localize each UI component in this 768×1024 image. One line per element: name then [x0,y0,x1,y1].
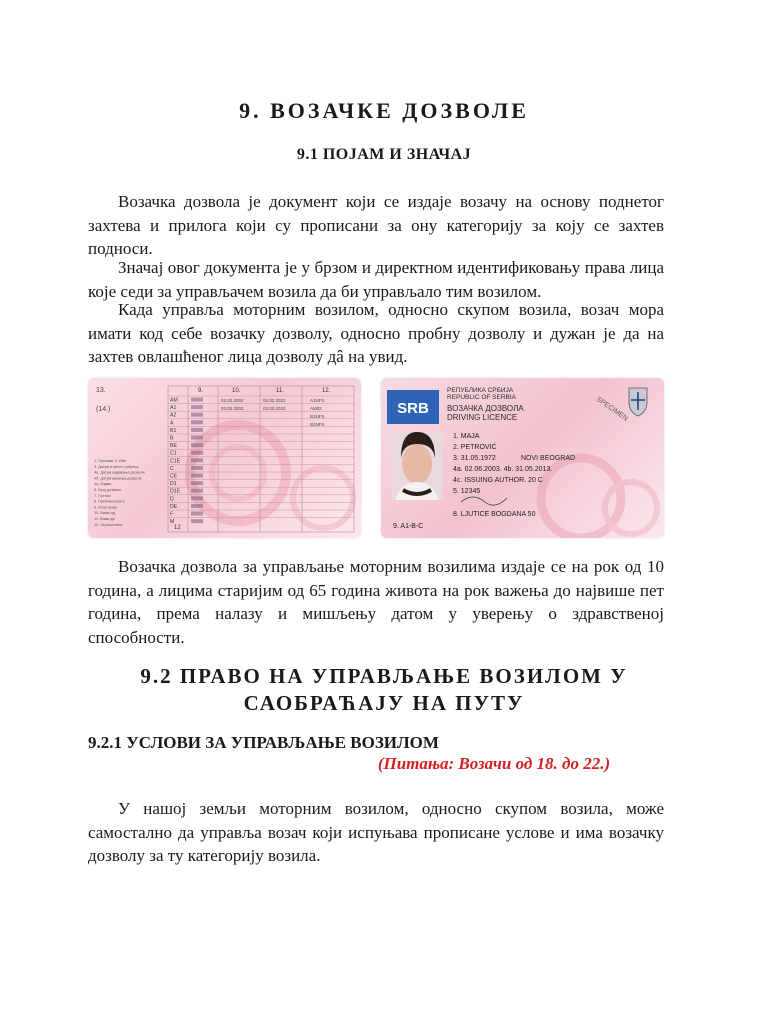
paragraph-obligation: Када управља моторним возилом, односно скупом возила, возач мора имати код себе возачку дозволу, односно пробну дозволу и дужан је да на захтев овлашћеног лица дозволу дâ на увид. [88,300,664,366]
code-4: B1NFS [310,422,325,427]
specimen-watermark: SPECIMEN [594,395,629,423]
issuer-latin: REPUBLIC OF SERBIA [447,394,516,401]
col-header-9: 9. [198,388,204,394]
subsection-heading-9-2-1: 9.2.1 УСЛОВИ ЗА УПРАВЉАЊЕ ВОЗИЛОМ [88,733,439,752]
category-f: F [170,511,174,518]
category-am: AM [170,397,178,404]
code-3: B1NFS [310,414,325,419]
legend-line: 3. Датум и место рођења [94,464,139,469]
doc-title-cyrillic: ВОЗАЧКА ДОЗВОЛА [447,404,524,413]
field-birth-place: NOVI BEOGRAD [521,455,576,462]
category-de: DE [170,503,178,510]
field-legend [94,459,145,527]
category-stamp [191,474,203,478]
holder-photo [391,432,443,500]
category-c1e: C1E [170,458,181,465]
category-b: B [170,435,174,442]
legend-line: 8. Пребивалиште [94,499,125,504]
category-stamp [191,458,203,462]
doc-title-latin: DRIVING LICENCE [447,413,518,422]
date-b2: 02.02.2022 [263,406,286,411]
category-d1e: D1E [170,488,181,495]
field-first-name: 1. МАЈА [453,433,480,440]
paragraph-definition: Возачка дозвола је документ који се издаје возачу на основу поднетог захтева и прилога који су прописани за ону категорију за коју се захтев подноси. [88,192,664,258]
code-1: A1NFS [310,398,325,403]
issuer-cyrillic: РЕПУБЛИКА СРБИЈА [447,387,514,394]
row-12-label: 12 [174,525,181,531]
guilloche-pattern [190,425,353,528]
legend-line: 4б. Датум важења дозволе [94,476,142,481]
paragraph-driving-conditions: У нашој земљи моторним возилом, односно скупом возила, може самостално да управља возач који испуњава прописане услове и има возачку дозволу за ту категорију возила. [88,799,664,865]
code-2: AM02 [310,406,322,411]
category-a2: A2 [170,412,177,419]
coat-of-arms-icon [629,388,647,416]
license-back-image [88,378,361,538]
category-stamp [191,398,203,402]
date-a2: 02.02.2022 [263,398,286,403]
category-stamp [191,436,203,440]
field-categories: 9. A1-B-C [393,523,424,530]
row-14-label: (14.) [96,406,111,413]
category-stamp [191,504,203,508]
legend-line: 7. Потпис [94,493,111,498]
field-birth-date: 3. 31.05.1972 [453,455,496,462]
category-stamp [191,413,203,417]
legend-line: 4а. Датум издавања дозволе [94,470,146,475]
legend-line: 5. Број дозволе [94,488,122,492]
field-address: 8. LJUTICE BOGDANA 50 [453,511,536,518]
driving-license-figure [88,378,664,540]
legend-line: 10. Важи од [94,511,115,516]
category-m: M [170,519,175,526]
field-surname: 2. PETROVIĆ [453,444,497,451]
date-b1: 02.02.2002 [221,406,244,411]
date-a1: 02.02.2002 [221,398,244,403]
category-stamp [191,466,203,470]
paragraph-significance: Значај овог документа је у брзом и директном идентификовању права лица које седи за управљачем возила да би управљало тим возилом. [88,258,664,301]
category-stamp [191,443,203,447]
license-front-image [381,378,664,538]
license-back-svg [88,378,361,538]
category-a: A [170,420,174,427]
field-licence-number: 5. 12345 [453,488,481,495]
col-header-12: 12. [322,388,331,394]
section-heading-9-1: 9.1 ПОЈАМ И ЗНАЧАЈ [296,146,472,163]
signature-scribble [461,497,507,505]
field-validity: 4a. 02.06.2003. 4b. 31.05.2013. [453,466,553,473]
section-heading-9-2 [0,663,768,717]
section-heading-9-2-line1: 9.2 ПРАВО НА УПРАВЉАЊЕ ВОЗИЛОМ У [140,664,628,688]
category-be: BE [170,443,177,450]
paragraph-validity-period: Возачка дозвола за управљање моторним возилима издаје се на рок од 10 година, а лицима старијим од 65 година живота на рок важења до највише пет година, према налазу и мишљењу датом у уверењу о здравственој способности. [88,557,664,647]
col-header-11: 11. [276,388,284,394]
country-code: SRB [397,400,429,417]
category-d1: D1 [170,481,177,488]
category-a1: A1 [170,405,177,412]
license-front-svg [381,378,664,538]
legend-line: 4ц. Издао [94,482,112,487]
page-title: 9. ВОЗАЧКЕ ДОЗВОЛЕ [239,98,529,123]
field-issuing-authority: 4c. ISSUING AUTHOR. 20 C [453,477,543,484]
category-stamp [191,428,203,432]
category-stamp [191,496,203,500]
category-ce: CE [170,473,178,480]
legend-line: 11. Важи до [94,517,115,521]
front-guilloche-pattern [541,458,657,538]
category-stamp [191,519,203,523]
row-13-label: 13. [96,387,106,394]
legend-line: 12. Ограничења [94,522,123,527]
category-stamp [191,481,203,485]
category-stamp [191,512,203,516]
legend-line: 1. Презиме 2. Име [94,459,127,463]
category-stamp [191,405,203,409]
category-stamp [191,451,203,455]
legend-line: 9. Категорија [94,505,117,510]
questions-note: (Питања: Возачи од 18. до 22.) [377,754,611,773]
col-header-10: 10. [232,388,241,394]
category-stamp [191,489,203,493]
category-b1: B1 [170,427,177,434]
section-heading-9-2-line2: САОБРАЋАЈУ НА ПУТУ [243,691,525,715]
category-stamp [191,420,203,424]
category-d: D [170,496,174,503]
category-c1: C1 [170,450,177,457]
category-c: C [170,465,174,472]
